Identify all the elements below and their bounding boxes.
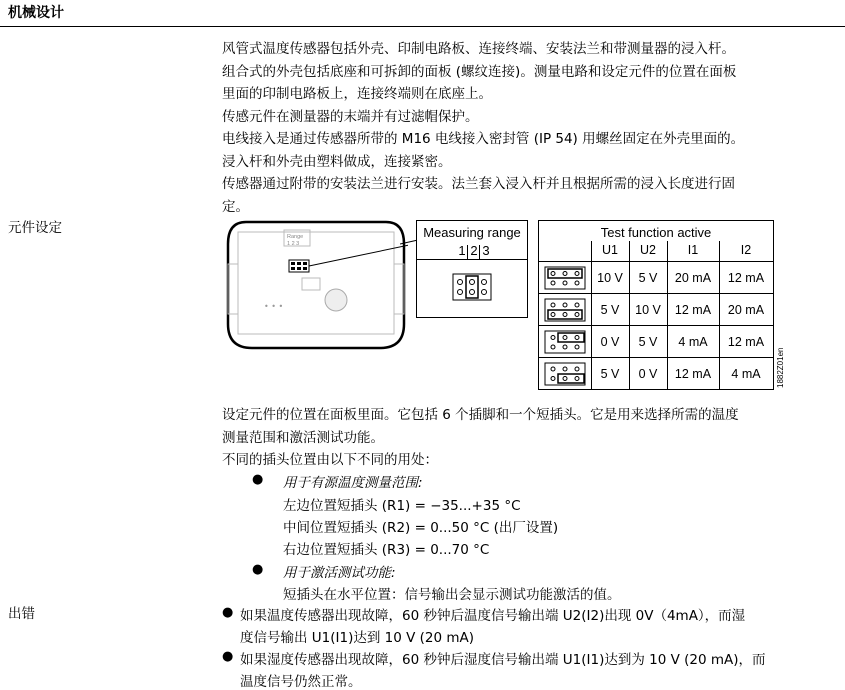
range-bullet-title: 用于有源温度测量范围: xyxy=(283,475,423,491)
col-header-i1: I1 xyxy=(687,243,699,257)
fault-item-cont: 温度信号仍然正常。 xyxy=(240,674,362,690)
measuring-range-title: Measuring range xyxy=(423,225,521,240)
measuring-range-divider xyxy=(417,259,527,260)
figure-code: 1882Z01en xyxy=(776,347,785,388)
page-header: 机械设计 xyxy=(8,5,64,21)
table-cell: 5 V xyxy=(638,335,658,349)
table-cell: 12 mA xyxy=(727,271,765,285)
table-cell: 4 mA xyxy=(678,335,708,349)
settings-paragraph xyxy=(222,404,837,472)
table-cell: 12 mA xyxy=(674,303,712,317)
table-cell: 12 mA xyxy=(674,367,712,381)
fault-item: 如果湿度传感器出现故障，60 秒钟后湿度信号输出端 U1(I1)达到为 10 V (20 mA)，而 xyxy=(240,652,766,668)
range-position-2: 2 xyxy=(470,243,478,258)
test-table-title: Test function active xyxy=(600,225,712,240)
pcb-range-label: Range xyxy=(287,234,304,240)
range-position-1: 1 xyxy=(458,243,466,258)
table-cell: 4 mA xyxy=(731,367,761,381)
pcb-range-digits: 1 2 3 xyxy=(287,241,300,247)
range-option: 左边位置短插头 (R1) = −35...+35 °C xyxy=(283,498,521,514)
settings-line: 设定元件的位置在面板里面。它包括 6 个插脚和一个短插头。它是用来选择所需的温度 xyxy=(222,407,739,423)
bullet-icon: ● xyxy=(222,649,234,664)
bullet-icon: ● xyxy=(222,605,234,620)
col-header-u1: U1 xyxy=(602,243,618,257)
fault-item-cont: 度信号输出 U1(I1)达到 10 V (20 mA) xyxy=(240,630,475,646)
bullet-icon: ● xyxy=(252,562,264,577)
intro-line: 定。 xyxy=(222,198,249,215)
intro-line: 风管式温度传感器包括外壳、印制电路板、连接终端、安装法兰和带测量器的浸入杆。 xyxy=(222,41,735,57)
range-option: 中间位置短插头 (R2) = 0...50 °C (出厂设置) xyxy=(283,520,559,536)
device-illustration xyxy=(224,214,408,354)
range-separator xyxy=(479,245,480,259)
table-cell: 0 V xyxy=(638,367,658,381)
range-option: 右边位置短插头 (R3) = 0...70 °C xyxy=(283,542,490,558)
table-cell: 20 mA xyxy=(674,271,712,285)
pcb-jumper xyxy=(289,260,309,272)
jumper-config-2-icon xyxy=(544,298,586,322)
intro-line: 传感元件在测量器的末端并有过滤帽保护。 xyxy=(222,108,479,125)
jumper-config-1-icon xyxy=(544,266,586,290)
intro-line: 浸入杆和外壳由塑料做成，连接紧密。 xyxy=(222,153,452,170)
settings-line: 不同的插头位置由以下不同的用处： xyxy=(222,452,438,468)
table-cell: 12 mA xyxy=(727,335,765,349)
table-cell: 20 mA xyxy=(727,303,765,317)
settings-line: 测量范围和激活测试功能。 xyxy=(222,429,384,446)
table-cell: 5 V xyxy=(600,367,620,381)
intro-paragraph xyxy=(222,38,837,218)
range-jumper-icon xyxy=(452,273,492,301)
table-cell: 5 V xyxy=(600,303,620,317)
range-separator xyxy=(467,245,468,259)
intro-line: 传感器通过附带的安装法兰进行安装。法兰套入浸入杆并且根据所需的浸入长度进行固 xyxy=(222,176,735,192)
table-cell: 10 V xyxy=(597,271,623,285)
jumper-config-3-icon xyxy=(544,330,586,354)
test-bullet-text: 短插头在水平位置：信号输出会显示测试功能激活的值。 xyxy=(283,587,621,603)
measuring-range-box xyxy=(416,220,528,318)
range-position-3: 3 xyxy=(482,243,490,258)
intro-line: 里面的印制电路板上，连接终端则在底座上。 xyxy=(222,86,492,102)
section-label-settings: 元件设定 xyxy=(8,220,62,236)
jumper-config-4-icon xyxy=(544,362,586,386)
table-cell: 0 V xyxy=(600,335,620,349)
col-header-u2: U2 xyxy=(640,243,656,257)
header-divider xyxy=(0,26,845,27)
col-header-i2: I2 xyxy=(740,243,752,257)
section-label-fault: 出错 xyxy=(8,606,35,622)
intro-line: 组合式的外壳包括底座和可拆卸的面板 (螺纹连接)。测量电路和设定元件的位置在面板 xyxy=(222,63,737,80)
bullet-icon: ● xyxy=(252,472,264,487)
test-bullet-title: 用于激活测试功能: xyxy=(283,565,396,581)
test-function-table xyxy=(538,220,774,390)
fault-item: 如果温度传感器出现故障，60 秒钟后温度信号输出端 U2(I2)出现 0V（4mA），而湿 xyxy=(240,608,746,624)
table-cell: 5 V xyxy=(638,271,658,285)
intro-line: 电线接入是通过传感器所带的 M16 电线接入密封管 (IP 54) 用螺丝固定在外壳里面的。 xyxy=(222,131,745,147)
svg-text:• • •: • • • xyxy=(264,302,284,311)
table-cell: 10 V xyxy=(635,303,661,317)
